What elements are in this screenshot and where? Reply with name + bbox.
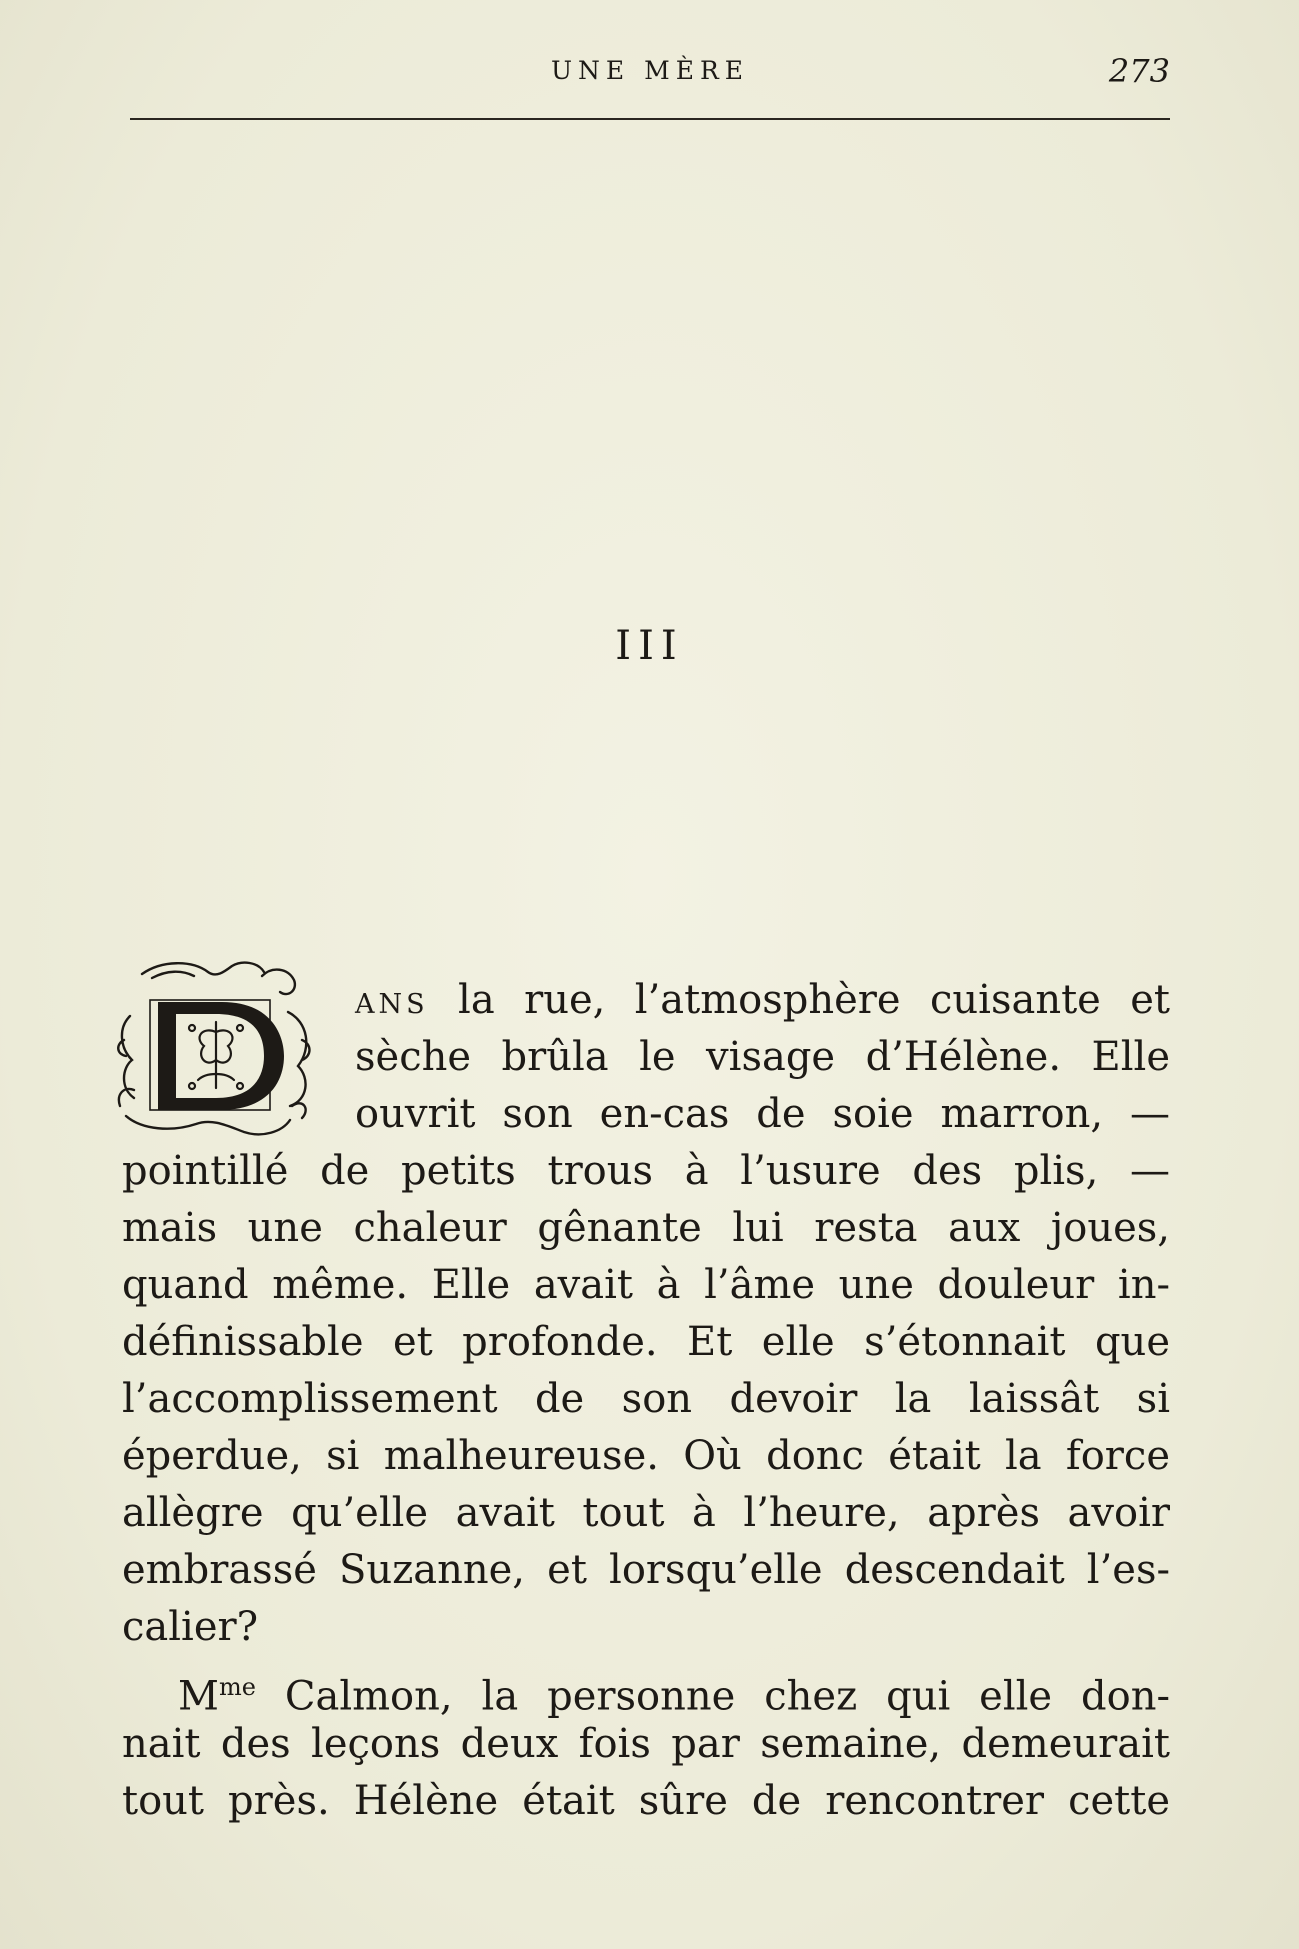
chapter-number: III [615,623,684,669]
line-text: la rue, l’atmosphère cuisante et [428,977,1170,1023]
text-line-14: nait des leçons deux fois par semaine, demeurait [122,1721,1170,1767]
text-line-10: allègre qu’elle avait tout à l’heure, après avoir [122,1490,1170,1536]
ornamental-drop-cap [112,956,324,1140]
running-title: UNE MÈRE [550,56,750,85]
text-line-15: tout près. Hélène était sûre de rencontrer cette [122,1778,1170,1824]
text-line-1 [355,976,1170,1029]
text-line-2: sèche brûla le visage d’Hélène. Elle [355,1034,1170,1080]
text-line-9: éperdue, si malheureuse. Où donc était la force [122,1433,1170,1479]
text-line-11: embrassé Suzanne, et lorsqu’elle descendait l’es- [122,1547,1170,1593]
text-line-6: quand même. Elle avait à l’âme une douleur in- [122,1262,1170,1308]
text-line-3: ouvrit son en-cas de soie marron, — [355,1091,1170,1137]
text-line-4: pointillé de petits trous à l’usure des plis, — [122,1148,1170,1194]
drop-cap-word-rest: ANS [355,989,429,1020]
text-line-13 [178,1663,1170,1720]
title-abbrev: M [178,1673,219,1720]
text-line-8: l’accomplissement de son devoir la laissât si [122,1376,1170,1422]
page-number: 273 [1108,52,1170,90]
text-line-5: mais une chaleur gênante lui resta aux joues, [122,1205,1170,1251]
text-line-7: définissable et profonde. Et elle s’étonnait que [122,1319,1170,1365]
line-text: Calmon, la personne chez qui elle don- [255,1673,1170,1720]
title-superscript: me [218,1673,256,1701]
header-rule [130,118,1170,120]
running-head [130,52,1170,92]
text-line-12: calier? [122,1604,259,1650]
